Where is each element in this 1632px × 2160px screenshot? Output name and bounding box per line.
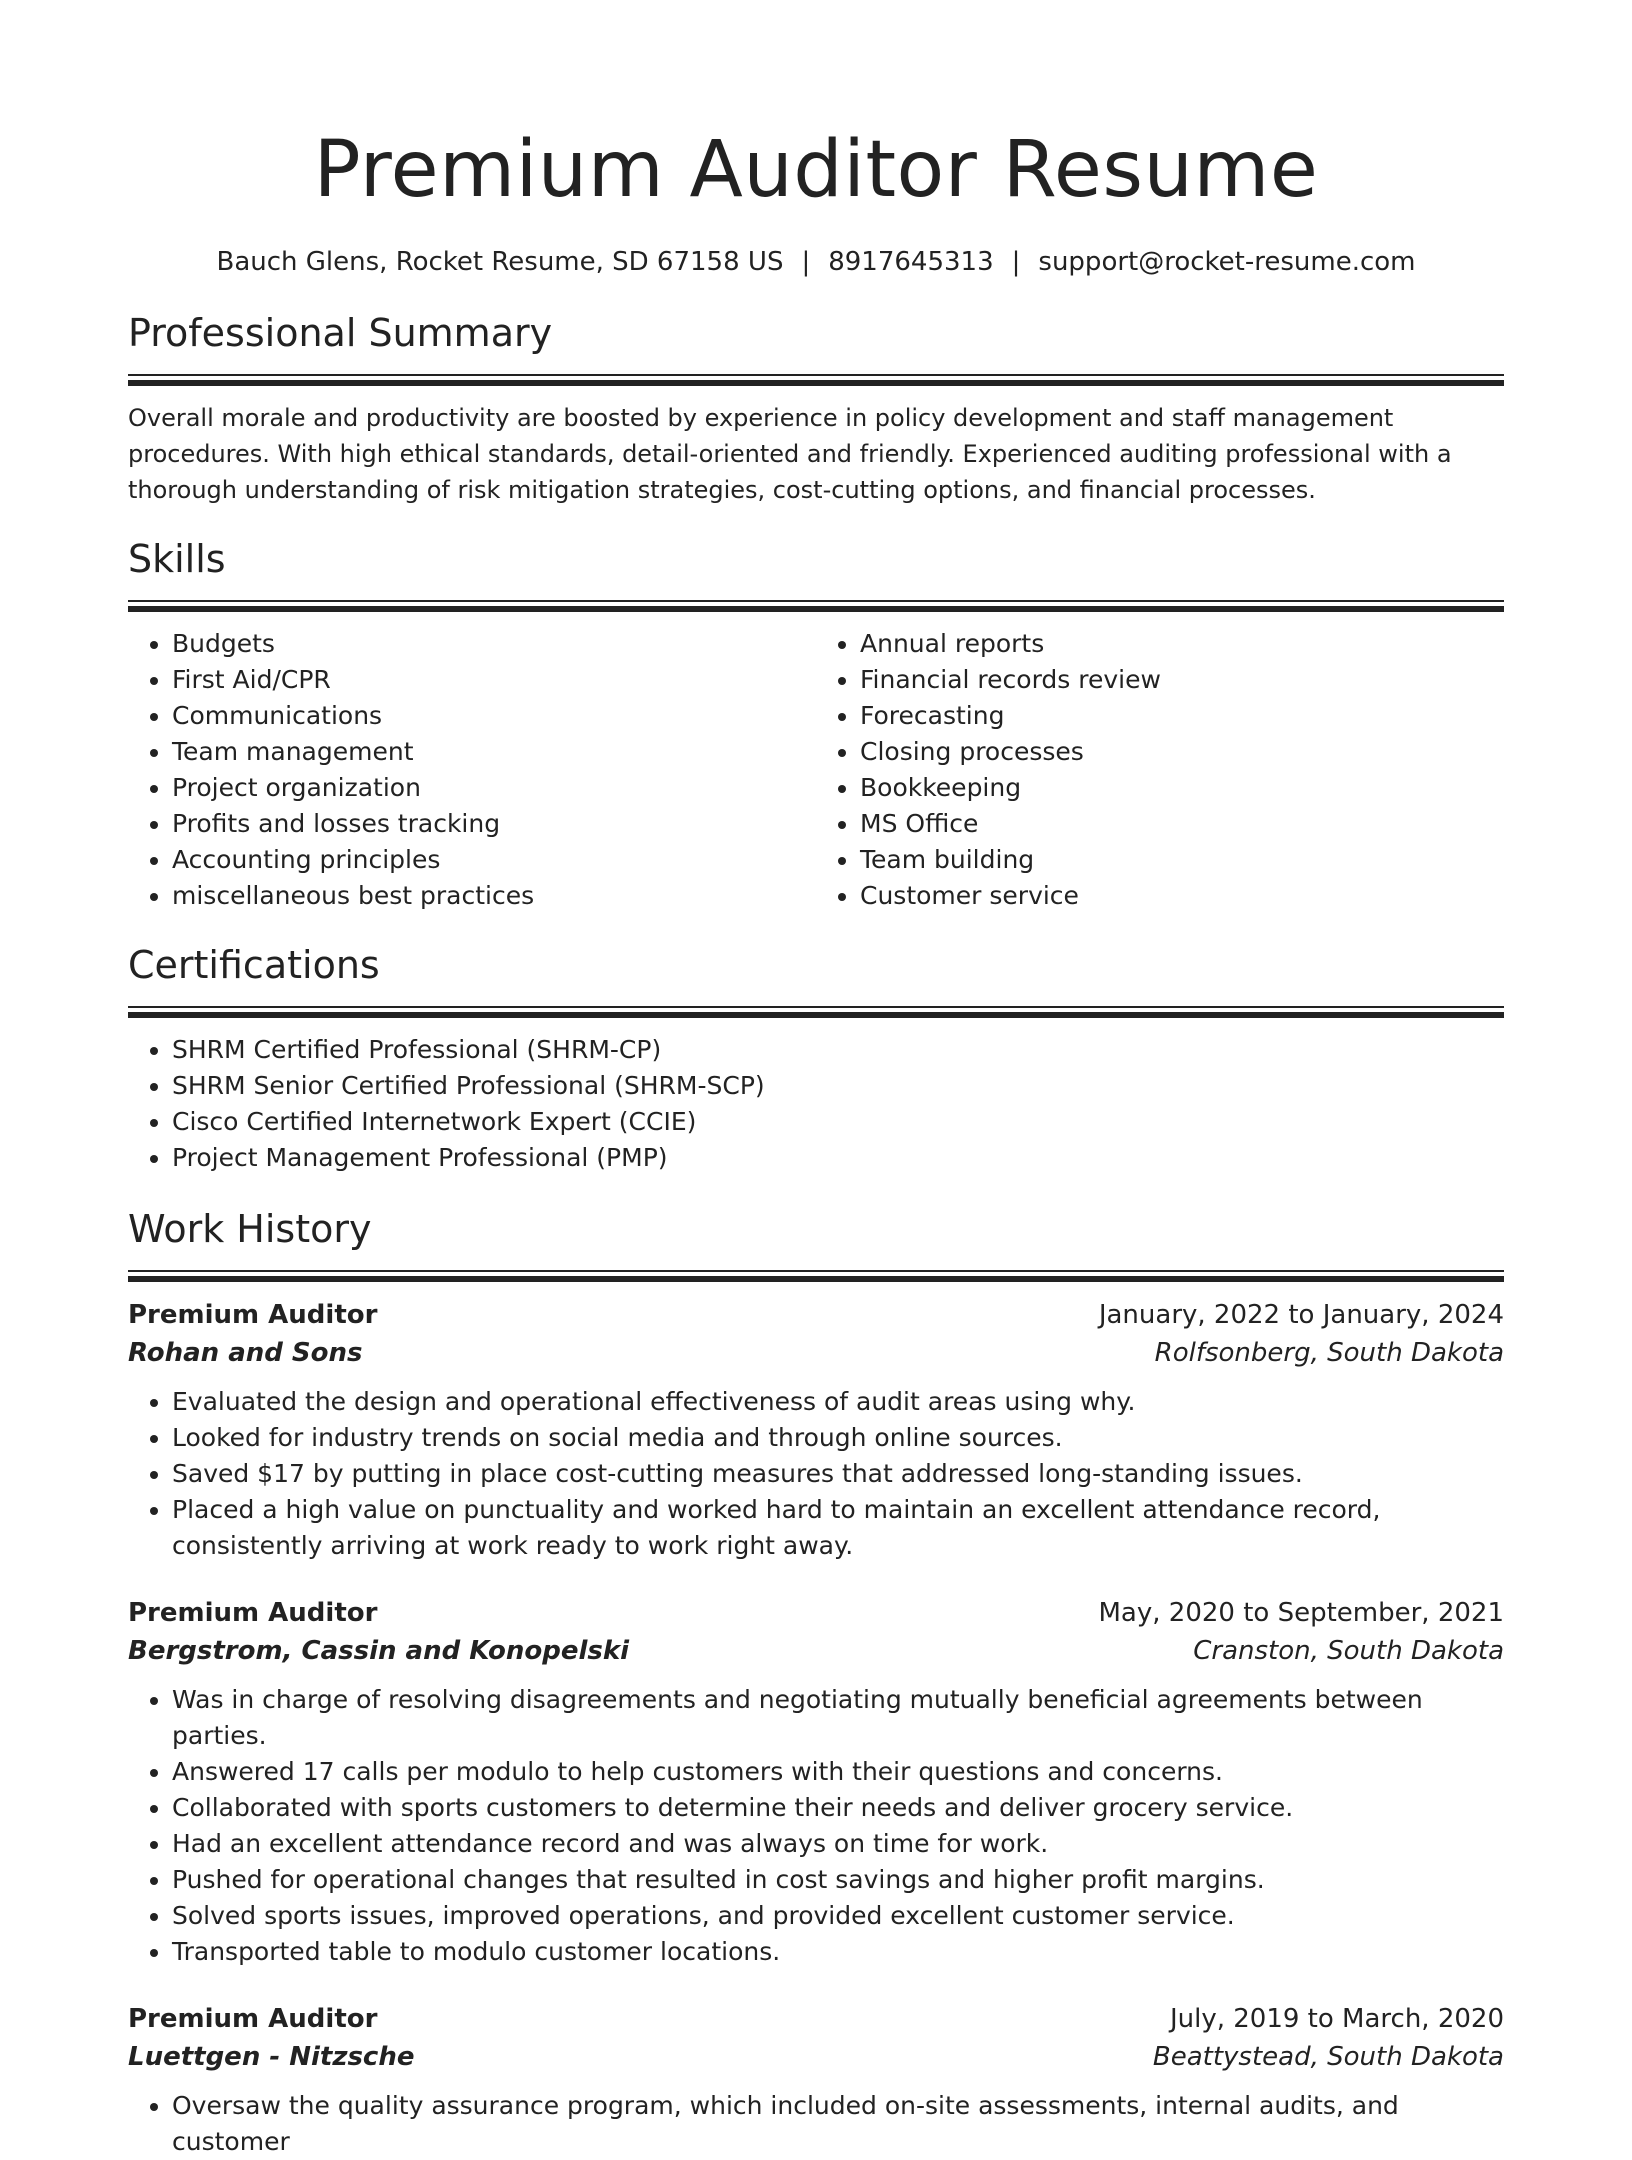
job-header [128,1594,1504,1632]
skill-item: • Financial records review [860,662,1504,698]
skill-item: • MS Office [860,806,1504,842]
job-subheader [128,1334,1504,1372]
job-subheader [128,1632,1504,1670]
job-company: Luettgen - Nitzsche [128,2042,415,2072]
job-bullet: • Looked for industry trends on social media and through online sources. [172,1420,1504,1456]
job-bullet: • Solved sports issues, improved operations, and provided excellent customer service. [172,1898,1504,1934]
job-bullet: • Pushed for operational changes that resulted in cost savings and higher profit margins. [172,1862,1504,1898]
skill-item: • Profits and losses tracking [172,806,816,842]
contact-address: Bauch Glens, Rocket Resume, SD 67158 US [216,247,784,277]
job-bullet: • Evaluated the design and operational effectiveness of audit areas using why. [172,1384,1504,1420]
job-dates: January, 2022 to January, 2024 [1098,1300,1504,1330]
summary-heading: Professional Summary [128,311,553,355]
section-divider [128,374,1504,386]
certification-item: • SHRM Certified Professional (SHRM-CP) [172,1032,1504,1068]
skill-item: • Annual reports [860,626,1504,662]
skill-item: • miscellaneous best practices [172,878,816,914]
job-bullet: • Was in charge of resolving disagreements and negotiating mutually beneficial agreements between parties. [172,1682,1504,1754]
job-bullets [128,1682,1504,1970]
job-dates: July, 2019 to March, 2020 [1169,2004,1504,2034]
section-divider [128,1006,1504,1018]
skill-item: • Team building [860,842,1504,878]
job-entry [128,1296,1504,1564]
job-entry [128,2000,1504,2160]
job-title: Premium Auditor [128,1598,378,1628]
skill-item: • Closing processes [860,734,1504,770]
job-subheader [128,2038,1504,2076]
certifications-heading: Certifications [128,943,380,987]
job-bullets [128,1384,1504,1564]
section-divider [128,1270,1504,1282]
job-bullet: • Collaborated with sports customers to determine their needs and deliver grocery service. [172,1790,1504,1826]
contact-email: support@rocket-resume.com [1038,247,1416,277]
skills-list-right [816,626,1504,914]
job-location: Cranston, South Dakota [1193,1636,1504,1666]
job-bullet: • Transported table to modulo customer locations. [172,1934,1504,1970]
skill-item: • Accounting principles [172,842,816,878]
skills-heading: Skills [128,537,226,581]
skill-item: • Forecasting [860,698,1504,734]
skills-columns [128,626,1504,914]
skill-item: • Bookkeeping [860,770,1504,806]
job-company: Rohan and Sons [128,1338,363,1368]
skill-item: • Project organization [172,770,816,806]
contact-phone: 8917645313 [828,247,994,277]
skill-item: • Communications [172,698,816,734]
contact-line [128,244,1504,280]
certification-item: • Cisco Certified Internetwork Expert (CCIE) [172,1104,1504,1140]
job-title: Premium Auditor [128,1300,378,1330]
certification-item: • Project Management Professional (PMP) [172,1140,1504,1176]
job-bullet: • Had an excellent attendance record and was always on time for work. [172,1826,1504,1862]
job-header [128,1296,1504,1334]
contact-separator: | [1011,247,1021,277]
work-history-heading: Work History [128,1207,372,1251]
skill-item: • Budgets [172,626,816,662]
job-header [128,2000,1504,2038]
certifications-list [128,1032,1504,1176]
skill-item: • First Aid/CPR [172,662,816,698]
skill-item: • Team management [172,734,816,770]
job-location: Rolfsonberg, South Dakota [1154,1338,1504,1368]
job-dates: May, 2020 to September, 2021 [1098,1598,1504,1628]
job-entry [128,1594,1504,1970]
section-divider [128,600,1504,612]
certification-item: • SHRM Senior Certified Professional (SHRM-SCP) [172,1068,1504,1104]
job-bullet: • Saved $17 by putting in place cost-cutting measures that addressed long-standing issues. [172,1456,1504,1492]
resume-title: Premium Auditor Resume [313,125,1319,215]
job-bullet: • Placed a high value on punctuality and worked hard to maintain an excellent attendance record, consistently arriving at work ready to work right away. [172,1492,1504,1564]
summary-section [128,310,1504,508]
job-title: Premium Auditor [128,2004,378,2034]
certifications-section [128,942,1504,1176]
job-company: Bergstrom, Cassin and Konopelski [128,1636,630,1666]
job-bullets [128,2088,1504,2160]
skills-section [128,536,1504,914]
job-bullet: • Oversaw the quality assurance program, which included on-site assessments, internal audits, and customer [172,2088,1504,2160]
contact-separator: | [801,247,811,277]
skills-list-left [128,626,816,914]
summary-text: Overall morale and productivity are boosted by experience in policy development and staff management procedures. With high ethical standards, detail-oriented and friendly. Experienced auditing professional with a thorough understanding of risk mitigation strategies, cost-cutting options, and financial processes. [128,404,1452,504]
job-bullet: • Answered 17 calls per modulo to help customers with their questions and concerns. [172,1754,1504,1790]
skill-item: • Customer service [860,878,1504,914]
work-history-section [128,1206,1504,2160]
job-location: Beattystead, South Dakota [1152,2042,1504,2072]
